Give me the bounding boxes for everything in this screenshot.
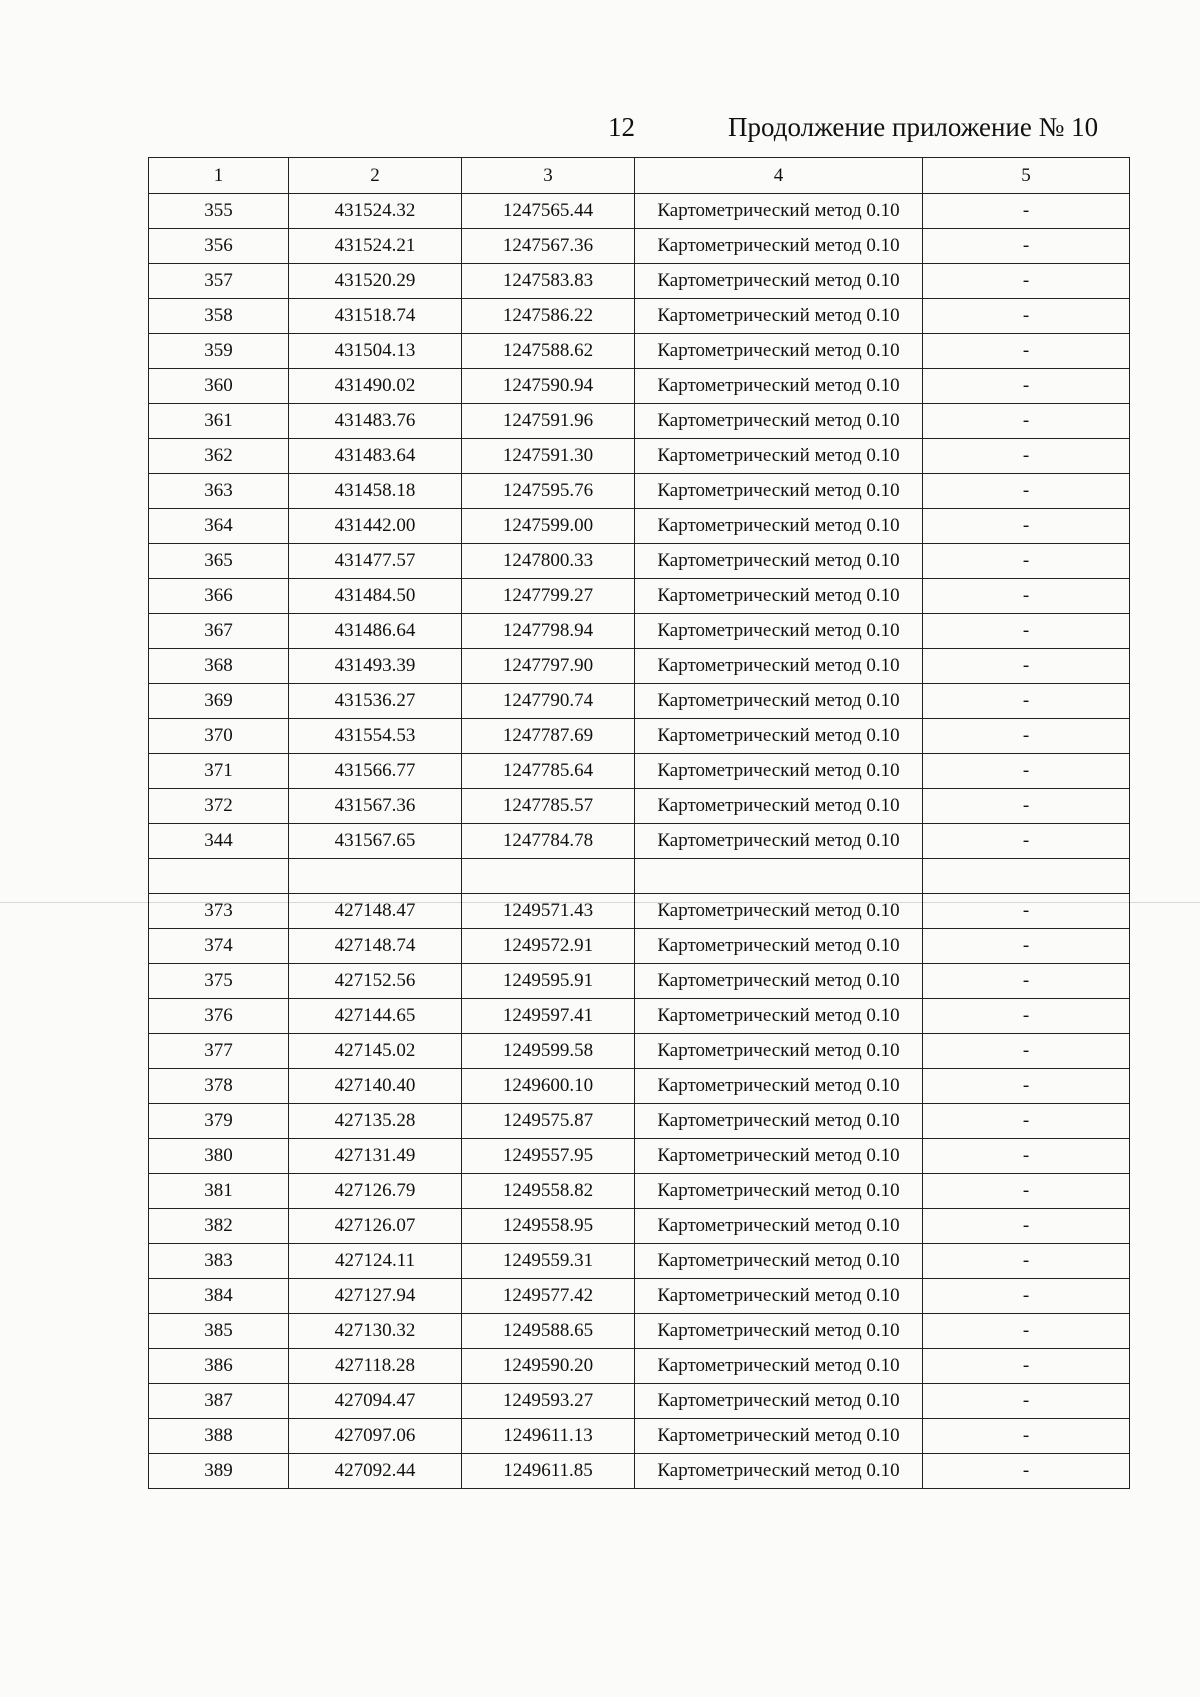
- point-number-cell: 379: [149, 1104, 289, 1139]
- table-row: [149, 369, 1130, 404]
- x-coordinate-cell: 431524.32: [289, 194, 462, 229]
- y-coordinate-cell: 1247591.30: [462, 439, 635, 474]
- x-coordinate-cell: 427094.47: [289, 1384, 462, 1419]
- x-coordinate-cell: 427148.47: [289, 894, 462, 929]
- method-cell: Картометрический метод 0.10: [635, 824, 923, 859]
- x-coordinate-cell: 427140.40: [289, 1069, 462, 1104]
- method-cell: Картометрический метод 0.10: [635, 1069, 923, 1104]
- method-cell: Картометрический метод 0.10: [635, 229, 923, 264]
- table-row: [149, 859, 1130, 894]
- note-cell: -: [923, 1139, 1130, 1174]
- method-cell: Картометрический метод 0.10: [635, 439, 923, 474]
- y-coordinate-cell: 1249611.13: [462, 1419, 635, 1454]
- y-coordinate-cell: 1247784.78: [462, 824, 635, 859]
- table-row: [149, 1244, 1130, 1279]
- column-header-3: 3: [462, 158, 635, 194]
- point-number-cell: 360: [149, 369, 289, 404]
- point-number-cell: 370: [149, 719, 289, 754]
- y-coordinate-cell: [462, 859, 635, 894]
- x-coordinate-cell: 427127.94: [289, 1279, 462, 1314]
- x-coordinate-cell: 427097.06: [289, 1419, 462, 1454]
- point-number-cell: 366: [149, 579, 289, 614]
- method-cell: Картометрический метод 0.10: [635, 614, 923, 649]
- note-cell: -: [923, 579, 1130, 614]
- method-cell: Картометрический метод 0.10: [635, 1244, 923, 1279]
- point-number-cell: 369: [149, 684, 289, 719]
- table-row: [149, 929, 1130, 964]
- x-coordinate-cell: [289, 859, 462, 894]
- point-number-cell: 382: [149, 1209, 289, 1244]
- y-coordinate-cell: 1247595.76: [462, 474, 635, 509]
- x-coordinate-cell: 427148.74: [289, 929, 462, 964]
- table-row: [149, 439, 1130, 474]
- method-cell: Картометрический метод 0.10: [635, 369, 923, 404]
- table-row: [149, 719, 1130, 754]
- x-coordinate-cell: 431486.64: [289, 614, 462, 649]
- point-number-cell: 372: [149, 789, 289, 824]
- table-row: [149, 824, 1130, 859]
- y-coordinate-cell: 1247567.36: [462, 229, 635, 264]
- x-coordinate-cell: 431554.53: [289, 719, 462, 754]
- table-row: [149, 1349, 1130, 1384]
- note-cell: -: [923, 824, 1130, 859]
- point-number-cell: 373: [149, 894, 289, 929]
- x-coordinate-cell: 431477.57: [289, 544, 462, 579]
- table-row: [149, 999, 1130, 1034]
- x-coordinate-cell: 431484.50: [289, 579, 462, 614]
- x-coordinate-cell: 431536.27: [289, 684, 462, 719]
- point-number-cell: 378: [149, 1069, 289, 1104]
- note-cell: [923, 859, 1130, 894]
- y-coordinate-cell: 1247800.33: [462, 544, 635, 579]
- note-cell: -: [923, 1279, 1130, 1314]
- table-row: [149, 1209, 1130, 1244]
- point-number-cell: 389: [149, 1454, 289, 1489]
- note-cell: -: [923, 474, 1130, 509]
- method-cell: Картометрический метод 0.10: [635, 1349, 923, 1384]
- point-number-cell: 380: [149, 1139, 289, 1174]
- table-row: [149, 1034, 1130, 1069]
- column-header-1: 1: [149, 158, 289, 194]
- column-header-2: 2: [289, 158, 462, 194]
- method-cell: Картометрический метод 0.10: [635, 194, 923, 229]
- point-number-cell: 359: [149, 334, 289, 369]
- table-row: [149, 474, 1130, 509]
- x-coordinate-cell: 431490.02: [289, 369, 462, 404]
- page-header: [0, 112, 1200, 152]
- y-coordinate-cell: 1249593.27: [462, 1384, 635, 1419]
- y-coordinate-cell: 1247799.27: [462, 579, 635, 614]
- y-coordinate-cell: 1249571.43: [462, 894, 635, 929]
- point-number-cell: 365: [149, 544, 289, 579]
- point-number-cell: 356: [149, 229, 289, 264]
- method-cell: Картометрический метод 0.10: [635, 474, 923, 509]
- note-cell: -: [923, 1209, 1130, 1244]
- note-cell: -: [923, 964, 1130, 999]
- note-cell: -: [923, 544, 1130, 579]
- method-cell: Картометрический метод 0.10: [635, 1034, 923, 1069]
- point-number-cell: 385: [149, 1314, 289, 1349]
- point-number-cell: 388: [149, 1419, 289, 1454]
- note-cell: -: [923, 334, 1130, 369]
- method-cell: Картометрический метод 0.10: [635, 1104, 923, 1139]
- y-coordinate-cell: 1249558.95: [462, 1209, 635, 1244]
- y-coordinate-cell: 1247790.74: [462, 684, 635, 719]
- point-number-cell: 374: [149, 929, 289, 964]
- table-row: [149, 1104, 1130, 1139]
- y-coordinate-cell: 1247599.00: [462, 509, 635, 544]
- x-coordinate-cell: 431458.18: [289, 474, 462, 509]
- note-cell: -: [923, 684, 1130, 719]
- note-cell: -: [923, 369, 1130, 404]
- table-row: [149, 1279, 1130, 1314]
- note-cell: -: [923, 1384, 1130, 1419]
- note-cell: -: [923, 299, 1130, 334]
- note-cell: -: [923, 1244, 1130, 1279]
- x-coordinate-cell: 427152.56: [289, 964, 462, 999]
- note-cell: -: [923, 1454, 1130, 1489]
- method-cell: Картометрический метод 0.10: [635, 1419, 923, 1454]
- note-cell: -: [923, 1349, 1130, 1384]
- method-cell: Картометрический метод 0.10: [635, 299, 923, 334]
- method-cell: Картометрический метод 0.10: [635, 1139, 923, 1174]
- y-coordinate-cell: 1249590.20: [462, 1349, 635, 1384]
- note-cell: -: [923, 439, 1130, 474]
- method-cell: Картометрический метод 0.10: [635, 1454, 923, 1489]
- table-row: [149, 299, 1130, 334]
- note-cell: -: [923, 719, 1130, 754]
- y-coordinate-cell: 1247785.64: [462, 754, 635, 789]
- table-row: [149, 229, 1130, 264]
- method-cell: Картометрический метод 0.10: [635, 579, 923, 614]
- method-cell: Картометрический метод 0.10: [635, 649, 923, 684]
- point-number-cell: 357: [149, 264, 289, 299]
- table-header-row: [149, 158, 1130, 194]
- x-coordinate-cell: 427144.65: [289, 999, 462, 1034]
- table-row: [149, 1174, 1130, 1209]
- appendix-caption: Продолжение приложение № 10: [728, 112, 1099, 142]
- point-number-cell: 383: [149, 1244, 289, 1279]
- note-cell: -: [923, 1069, 1130, 1104]
- table-row: [149, 1454, 1130, 1489]
- x-coordinate-cell: 427126.79: [289, 1174, 462, 1209]
- table-row: [149, 1384, 1130, 1419]
- point-number-cell: 377: [149, 1034, 289, 1069]
- table-row: [149, 789, 1130, 824]
- table-row: [149, 1069, 1130, 1104]
- x-coordinate-cell: 431504.13: [289, 334, 462, 369]
- method-cell: Картометрический метод 0.10: [635, 929, 923, 964]
- method-cell: Картометрический метод 0.10: [635, 1279, 923, 1314]
- x-coordinate-cell: 431493.39: [289, 649, 462, 684]
- table-row: [149, 649, 1130, 684]
- x-coordinate-cell: 431442.00: [289, 509, 462, 544]
- y-coordinate-cell: 1247590.94: [462, 369, 635, 404]
- point-number-cell: 362: [149, 439, 289, 474]
- note-cell: -: [923, 789, 1130, 824]
- y-coordinate-cell: 1249575.87: [462, 1104, 635, 1139]
- note-cell: -: [923, 614, 1130, 649]
- point-number-cell: 363: [149, 474, 289, 509]
- table-row: [149, 334, 1130, 369]
- y-coordinate-cell: 1249611.85: [462, 1454, 635, 1489]
- x-coordinate-cell: 427126.07: [289, 1209, 462, 1244]
- method-cell: Картометрический метод 0.10: [635, 1174, 923, 1209]
- y-coordinate-cell: 1249559.31: [462, 1244, 635, 1279]
- method-cell: Картометрический метод 0.10: [635, 684, 923, 719]
- note-cell: -: [923, 509, 1130, 544]
- point-number-cell: 367: [149, 614, 289, 649]
- note-cell: -: [923, 404, 1130, 439]
- x-coordinate-cell: 427135.28: [289, 1104, 462, 1139]
- note-cell: -: [923, 1174, 1130, 1209]
- method-cell: Картометрический метод 0.10: [635, 964, 923, 999]
- x-coordinate-cell: 431483.76: [289, 404, 462, 439]
- y-coordinate-cell: 1247588.62: [462, 334, 635, 369]
- point-number-cell: 371: [149, 754, 289, 789]
- x-coordinate-cell: 431483.64: [289, 439, 462, 474]
- y-coordinate-cell: 1247583.83: [462, 264, 635, 299]
- note-cell: -: [923, 929, 1130, 964]
- note-cell: -: [923, 999, 1130, 1034]
- y-coordinate-cell: 1247565.44: [462, 194, 635, 229]
- method-cell: Картометрический метод 0.10: [635, 894, 923, 929]
- y-coordinate-cell: 1249600.10: [462, 1069, 635, 1104]
- x-coordinate-cell: 431566.77: [289, 754, 462, 789]
- table-row: [149, 194, 1130, 229]
- method-cell: Картометрический метод 0.10: [635, 719, 923, 754]
- note-cell: -: [923, 1034, 1130, 1069]
- x-coordinate-cell: 431567.65: [289, 824, 462, 859]
- method-cell: [635, 859, 923, 894]
- x-coordinate-cell: 431520.29: [289, 264, 462, 299]
- y-coordinate-cell: 1249558.82: [462, 1174, 635, 1209]
- y-coordinate-cell: 1247785.57: [462, 789, 635, 824]
- point-number-cell: [149, 859, 289, 894]
- table-row: [149, 1419, 1130, 1454]
- y-coordinate-cell: 1249577.42: [462, 1279, 635, 1314]
- note-cell: -: [923, 894, 1130, 929]
- table-row: [149, 579, 1130, 614]
- table-row: [149, 1139, 1130, 1174]
- method-cell: Картометрический метод 0.10: [635, 789, 923, 824]
- method-cell: Картометрический метод 0.10: [635, 754, 923, 789]
- note-cell: -: [923, 754, 1130, 789]
- point-number-cell: 381: [149, 1174, 289, 1209]
- table-row: [149, 509, 1130, 544]
- table-row: [149, 614, 1130, 649]
- y-coordinate-cell: 1249599.58: [462, 1034, 635, 1069]
- method-cell: Картометрический метод 0.10: [635, 1314, 923, 1349]
- point-number-cell: 358: [149, 299, 289, 334]
- x-coordinate-cell: 427131.49: [289, 1139, 462, 1174]
- point-number-cell: 384: [149, 1279, 289, 1314]
- point-number-cell: 387: [149, 1384, 289, 1419]
- x-coordinate-cell: 427092.44: [289, 1454, 462, 1489]
- x-coordinate-cell: 431524.21: [289, 229, 462, 264]
- table-row: [149, 754, 1130, 789]
- x-coordinate-cell: 427124.11: [289, 1244, 462, 1279]
- table-row: [149, 684, 1130, 719]
- x-coordinate-cell: 431567.36: [289, 789, 462, 824]
- method-cell: Картометрический метод 0.10: [635, 1209, 923, 1244]
- x-coordinate-cell: 427118.28: [289, 1349, 462, 1384]
- coordinates-table: [148, 157, 1130, 1489]
- y-coordinate-cell: 1247586.22: [462, 299, 635, 334]
- note-cell: -: [923, 649, 1130, 684]
- note-cell: -: [923, 264, 1130, 299]
- method-cell: Картометрический метод 0.10: [635, 264, 923, 299]
- point-number-cell: 344: [149, 824, 289, 859]
- point-number-cell: 375: [149, 964, 289, 999]
- y-coordinate-cell: 1249557.95: [462, 1139, 635, 1174]
- table-row: [149, 1314, 1130, 1349]
- method-cell: Картометрический метод 0.10: [635, 999, 923, 1034]
- y-coordinate-cell: 1247798.94: [462, 614, 635, 649]
- y-coordinate-cell: 1249588.65: [462, 1314, 635, 1349]
- point-number-cell: 386: [149, 1349, 289, 1384]
- method-cell: Картометрический метод 0.10: [635, 509, 923, 544]
- y-coordinate-cell: 1247787.69: [462, 719, 635, 754]
- x-coordinate-cell: 427145.02: [289, 1034, 462, 1069]
- y-coordinate-cell: 1249597.41: [462, 999, 635, 1034]
- method-cell: Картометрический метод 0.10: [635, 1384, 923, 1419]
- table-row: [149, 964, 1130, 999]
- point-number-cell: 364: [149, 509, 289, 544]
- y-coordinate-cell: 1247797.90: [462, 649, 635, 684]
- point-number-cell: 368: [149, 649, 289, 684]
- x-coordinate-cell: 427130.32: [289, 1314, 462, 1349]
- x-coordinate-cell: 431518.74: [289, 299, 462, 334]
- note-cell: -: [923, 1104, 1130, 1139]
- page-number: 12: [608, 112, 635, 142]
- table-row: [149, 544, 1130, 579]
- point-number-cell: 361: [149, 404, 289, 439]
- note-cell: -: [923, 1419, 1130, 1454]
- table-row: [149, 404, 1130, 439]
- note-cell: -: [923, 194, 1130, 229]
- method-cell: Картометрический метод 0.10: [635, 544, 923, 579]
- method-cell: Картометрический метод 0.10: [635, 334, 923, 369]
- table-row: [149, 894, 1130, 929]
- method-cell: Картометрический метод 0.10: [635, 404, 923, 439]
- y-coordinate-cell: 1247591.96: [462, 404, 635, 439]
- y-coordinate-cell: 1249572.91: [462, 929, 635, 964]
- table-row: [149, 264, 1130, 299]
- column-header-4: 4: [635, 158, 923, 194]
- note-cell: -: [923, 229, 1130, 264]
- column-header-5: 5: [923, 158, 1130, 194]
- point-number-cell: 376: [149, 999, 289, 1034]
- table-body: [149, 194, 1130, 1489]
- note-cell: -: [923, 1314, 1130, 1349]
- point-number-cell: 355: [149, 194, 289, 229]
- y-coordinate-cell: 1249595.91: [462, 964, 635, 999]
